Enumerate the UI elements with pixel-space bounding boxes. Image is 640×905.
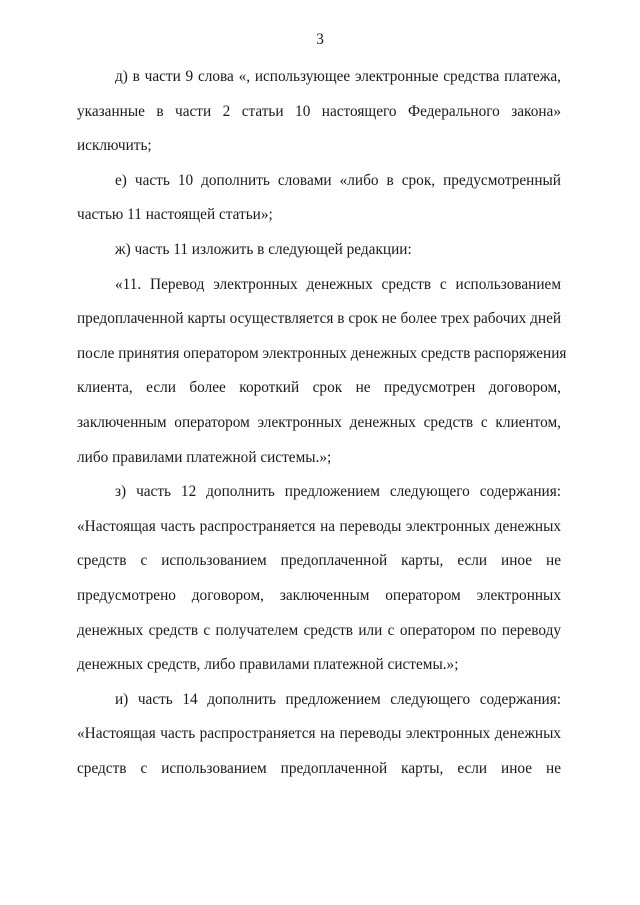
- text-line: «Настоящая часть распространяется на переводы электронных денежных: [77, 725, 561, 743]
- document-body: [77, 66, 567, 792]
- text-line: клиента, если более короткий срок не предусмотрен договором,: [77, 379, 561, 397]
- text-line: средств с использованием предоплаченной карты, если иное не: [77, 552, 561, 570]
- text-line: и) часть 14 дополнить предложением следующего содержания:: [115, 690, 561, 708]
- text-line: денежных средств, либо правилами платежной системы.»;: [77, 656, 459, 674]
- text-line: з) часть 12 дополнить предложением следующего содержания:: [115, 483, 561, 501]
- text-line: указанные в части 2 статьи 10 настоящего Федерального закона»: [77, 102, 561, 120]
- text-line: «Настоящая часть распространяется на переводы электронных денежных: [77, 517, 561, 535]
- text-line: д) в части 9 слова «, использующее электронные средства платежа,: [115, 68, 561, 85]
- text-line: денежных средств с получателем средств или с оператором по переводу: [77, 621, 561, 639]
- text-line: «11. Перевод электронных денежных средств с использованием: [115, 275, 561, 293]
- text-line: либо правилами платежной системы.»;: [77, 448, 332, 466]
- text-line: заключенным оператором электронных денежных средств с клиентом,: [77, 413, 561, 431]
- text-line: ж) часть 11 изложить в следующей редакции:: [115, 240, 412, 258]
- text-line: частью 11 настоящей статьи»;: [77, 206, 273, 224]
- page-number: 3: [316, 31, 324, 48]
- text-line: средств с использованием предоплаченной карты, если иное не: [77, 759, 561, 777]
- text-line: после принятия оператором электронных денежных средств распоряжения: [77, 344, 567, 362]
- text-line: предоплаченной карты осуществляется в срок не более трех рабочих дней: [77, 310, 562, 328]
- text-line: е) часть 10 дополнить словами «либо в срок, предусмотренный: [115, 171, 561, 189]
- text-line: предусмотрено договором, заключенным оператором электронных: [77, 586, 561, 604]
- text-line: исключить;: [77, 137, 152, 155]
